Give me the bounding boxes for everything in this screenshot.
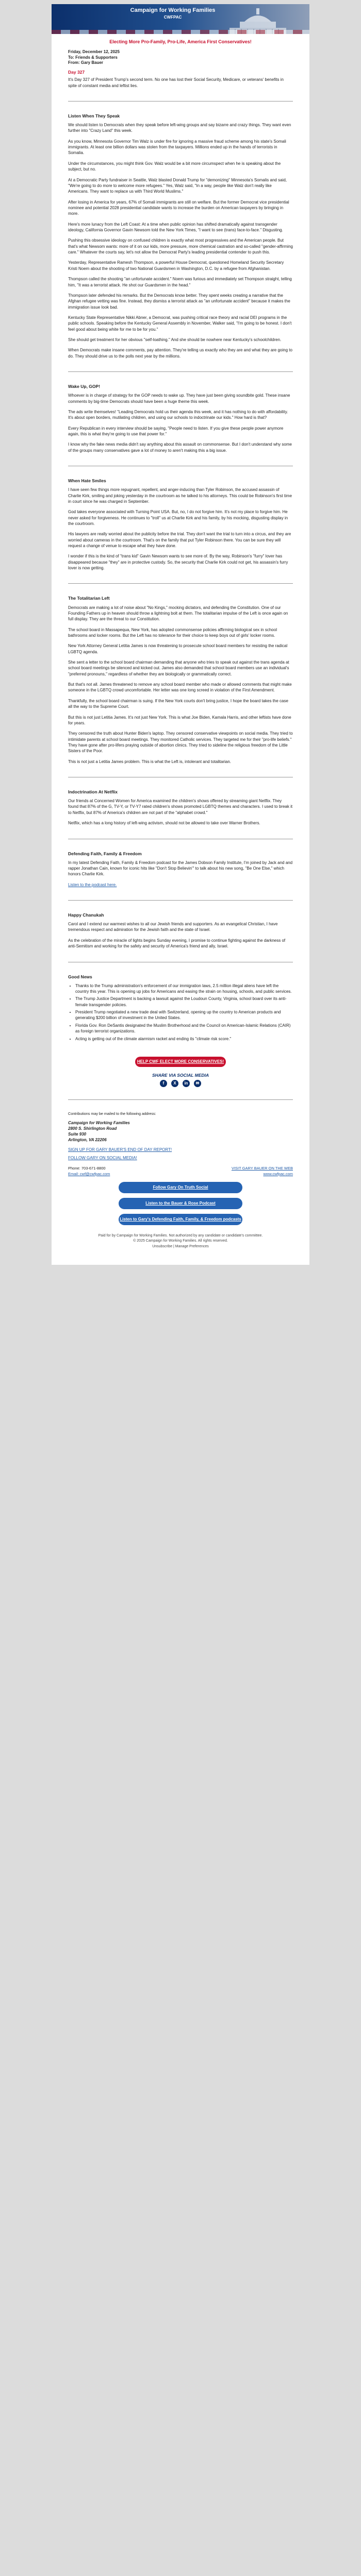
paragraph: Carol and I extend our warmest wishes to all our Jewish friends and supporters. As an evangelical Christian, I have tremendous respect and admiration for the Jewish faith and the state of Israel. <box>68 922 278 933</box>
footer-contact-links <box>68 1166 293 1177</box>
email-meta <box>68 49 293 66</box>
social-icons <box>68 1080 293 1087</box>
footer-link-group <box>68 1155 293 1161</box>
section-title: Indoctrination At Netflix <box>68 789 118 795</box>
truth-social-button[interactable]: Follow Gary On Truth Social <box>119 1182 242 1193</box>
help-cwf-button[interactable]: HELP CWF ELECT MORE CONSERVATIVES! <box>135 1057 226 1067</box>
section-title: Happy Chanukah <box>68 912 104 918</box>
bauer-rose-podcast-button[interactable]: Listen to the Bauer & Rose Podcast <box>119 1198 242 1209</box>
paragraph: When Democrats make insane comments, pay attention. They're telling us exactly who they are and what they are going to do. They should drive us to the polls next year by the millions. <box>68 348 292 359</box>
flag-stripes <box>52 30 309 34</box>
paragraph: The school board in Massapequa, New York, has adopted commonsense policies affirming biological sex in school bathrooms and locker rooms. But the Left has no tolerance for their choice to keep boys out of girls' locker rooms. <box>68 627 277 638</box>
paragraph: This is not just a Letitia James problem. This is what the Left is, intolerant and totalitarian. <box>68 759 232 764</box>
email-icon[interactable]: ✉ <box>194 1080 201 1087</box>
paragraph: Under the circumstances, you might think Gov. Walz would be a bit more circumspect when he is speaking about the subject, but no. <box>68 161 281 172</box>
paragraph: The ads write themselves! "Leading Democrats hold us their agenda this week, and it has nothing to do with affordability. It's about open borders, mutilating children, and using our schools to indoctrinate our kids." How hard is that? <box>68 409 288 420</box>
section-faith-podcast <box>68 851 293 888</box>
fine-print: Paid for by Campaign for Working Families. Not authorized by any candidate or candidate's committee. © 2025 Campaign for Working Families. All rights reserved. Unsubscribe | Manage Preferences <box>68 1233 293 1249</box>
paragraph: Thompson called the shooting "an unfortunate accident." Noem was furious and immediately set Thompson straight, telling him, "It was a terrorist attack. He shot our Guardsmen in the head." <box>68 277 292 287</box>
paragraph: God takes everyone associated with Turning Point USA. But, no, I do not forgive him. It's not my place to forgive him. He never asked for forgiveness. He continues to "troll" us at Charlie Kirk and his family, by his mocking, disgusting display in the courtroom. <box>68 510 288 526</box>
section-chanukah <box>68 912 293 950</box>
banner-title: Campaign for Working Families CWFPAC <box>130 7 216 20</box>
list-item: • President Trump negotiated a new trade deal with Switzerland, opening up the country to American products and generating $200 billion of investment in the United States. <box>75 1009 293 1021</box>
paragraph: Pushing this obsessive ideology on confused children is exactly what most progressives and the American people. But that's what Newsom wants: more of it on our kids, more pressure, more chemical castration and so-called "gender-affirming care." Whatever the courts say, let's not allow the Democrat Party's leading presidential contender to push this. <box>68 238 293 255</box>
paragraph: They censored the truth about Hunter Biden's laptop. They censored conservative viewpoints on social media. They tried to intimidate parents at school board meetings. They monitored Catholic services. They targeted me for their "pro-life beliefs." They have gone after pro-lifers praying outside of abortion clinics. They tried to sideline the religious freedom of the Little Sisters of the Poor. <box>68 731 293 754</box>
section-wake-up <box>68 383 293 453</box>
email-recipient: To: Friends & Supporters <box>68 55 118 60</box>
good-news-list <box>75 983 293 1042</box>
paragraph: As the celebration of the miracle of lights begins Sunday evening, I promise to continue fighting against the darkness of anti-Semitism and working for the safety and security of America's friend and ally, Israel. <box>68 938 286 949</box>
intro-paragraph: It's Day 327 of President Trump's second term. No one has lost their Social Security, Medicare, or veterans' benefits in spite of constant media and leftist lies. <box>68 77 284 88</box>
defending-faith-podcast-button[interactable]: Listen to Gary's Defending Faith, Family, & Freedom podcasts <box>119 1214 242 1225</box>
paragraph: But this is not just Letitia James. It's not just New York. This is what Joe Biden, Kamala Harris, and other leftists have done for years. <box>68 715 291 725</box>
section-title: The Totalitarian Left <box>68 596 110 601</box>
newsletter-content <box>52 49 309 1265</box>
email-link[interactable]: Email: cwf@cwfpac.com <box>68 1171 110 1176</box>
section-title: When Hate Smiles <box>68 478 106 484</box>
podcast-link[interactable]: Listen to the podcast here. <box>68 882 117 887</box>
follow-social-link[interactable]: FOLLOW GARY ON SOCIAL MEDIA! <box>68 1155 137 1160</box>
list-item: • Thanks to the Trump administration's enforcement of our immigration laws, 2.5 million illegal aliens have left the country this year. This is opening up jobs for Americans and easing the strain on housing, schools, and public services. <box>75 983 293 995</box>
section-divider <box>68 583 293 584</box>
section-listen <box>68 113 293 359</box>
spacer <box>68 1047 293 1052</box>
paragraph: She sent a letter to the school board chairman demanding that anyone who tries to speak out against the trans agenda at school board meetings be silenced and kicked out. James also demanded that school board members use an individual's "preferred pronouns," regardless of whether they are biologically or grammatically correct. <box>68 660 289 676</box>
paragraph: Democrats are making a lot of noise about "No Kings," mocking dictators, and defending the Constitution. One of our Founding Fathers up in heaven should throw a lightning bolt at them. The totalitarian impulse of the Left is once again on full display. They are the threat to our Constitution. <box>68 605 288 622</box>
paragraph: We should listen to Democrats when they speak before left-wing groups and say bizarre and crazy things. They want even further into "Crazy Land" this week. <box>68 123 291 133</box>
section-title: Wake Up, GOP! <box>68 384 101 389</box>
paragraph: I wonder if this is the kind of "trans kid" Gavin Newsom wants to see more of. By the way, Robinson's "furry" lover has disappeared because "they" are in protective custody. So, the security that Charlie Kirk could not get, his assassin's furry lover is now getting. <box>68 554 288 571</box>
section-title: Good News <box>68 974 92 979</box>
section-hate-smiles <box>68 478 293 571</box>
footer-link-group <box>68 1147 293 1153</box>
paragraph: I know why the fake news media didn't say anything about this assault on commonsense. But I don't understand why some of the groups many conservatives gave a lot of money to aren't making this a big issue. <box>68 442 292 453</box>
section-totalitarian-left <box>68 595 293 765</box>
paragraph: Thankfully, the school board chairman is suing. If the New York courts don't bring justice, I hope the board takes the case all the way to the Supreme Court. <box>68 698 288 709</box>
x-icon[interactable]: X <box>171 1080 178 1087</box>
section-good-news <box>68 974 293 1042</box>
newsletter-card <box>52 4 309 1265</box>
contribution-text: Contributions may be mailed to the following address: <box>68 1111 156 1116</box>
contact-column: Phone: 703-671-8800 Email: cwf@cwfpac.com <box>68 1166 110 1176</box>
paragraph: Every Republican in every interview should be saying, "People need to listen. If you give these people power anymore again, this is what they're going to use that power for." <box>68 426 284 436</box>
section-netflix <box>68 789 293 826</box>
paragraph: Yesterday, Representative Ramesh Thompson, a powerful House Democrat, questioned Homeland Security Secretary Kristi Noem about the shooting of two National Guardsmen in Washington, D.C. by a refugee from Afghanistan. <box>68 260 284 271</box>
list-item: • Florida Gov. Ron DeSantis designated the Muslim Brotherhood and the Council on American-Islamic Relations (CAIR) as foreign terrorist organizations. <box>75 1023 293 1035</box>
paragraph: After losing in America for years, 67% of Somali immigrants are still on welfare. But the former Democrat vice presidential nominee and potential 2028 presidential candidate wants to increase the burden on American taxpayers by bringing in more. <box>68 199 289 216</box>
paragraph: But that's not all. James threatened to remove any school board member who made or allowed comments that might make someone in the LGBTQ crowd uncomfortable. Her letter was one long screed in violation of the First Amendment. <box>68 682 292 693</box>
website-address-link[interactable]: www.cwfpac.com <box>263 1171 293 1176</box>
paragraph: She should get treatment for her obvious "self-loathing." And she should be nowhere near Kentucky's schoolchildren. <box>68 337 282 343</box>
paragraph: As you know, Minnesota Governor Tim Walz is under fire for ignoring a massive fraud scheme among his state's Somali immigrants. At least one billion dollars was stolen from the taxpayers. Millions ended up in the hands of terrorists in Somalia. <box>68 139 286 156</box>
mailing-address: Campaign for Working Families 2800 S. Shirlington Road Suite 930 Arlington, VA 22206 <box>68 1121 130 1142</box>
paragraph: I have seen few things more repugnant, repellent, and anger-inducing than Tyler Robinson, the accused assassin of Charlie Kirk, smiling and joking yesterday in the courtroom as he talked to his attorneys. This could be Robinson's first time in court since he was charged in September. <box>68 487 292 504</box>
email-date: Friday, December 12, 2025 <box>68 49 120 54</box>
day-count: Day 327 <box>68 70 85 75</box>
section-title: Listen When They Speak <box>68 113 120 118</box>
list-item: • The Trump Justice Department is backing a lawsuit against the Loudoun County, Virginia, school board over its anti-female transgender policies. <box>75 996 293 1008</box>
list-item: • Acting is getting out of the climate alarmism racket and ending its "climate risk score." <box>75 1036 293 1042</box>
unsubscribe-links[interactable]: Unsubscribe | Manage Preferences <box>152 1244 209 1248</box>
campaign-banner <box>52 4 309 34</box>
email-sender: From: Gary Bauer <box>68 60 104 65</box>
section-divider <box>68 900 293 901</box>
section-divider <box>68 1099 293 1100</box>
facebook-icon[interactable]: f <box>160 1080 167 1087</box>
linkedin-icon[interactable]: in <box>183 1080 190 1087</box>
paragraph: Kentucky State Representative Nikki Abner, a Democrat, was pushing critical race theory and racial DEI programs in the public schools. Speaking before the Kentucky General Assembly in November, Walker said, "I'm going to be honest. I don't feel good about being white for me to be for you." <box>68 315 292 332</box>
paragraph: New York Attorney General Letitia James is now threatening to prosecute school board members for resisting the radical LGBTQ agenda. <box>68 643 288 654</box>
paragraph: Whoever is in charge of strategy for the GOP needs to wake up. They have just been giving soundbite gold. These insane comments by big-time Democrats should have been a huge theme this week. <box>68 393 290 404</box>
paragraph: His lawyers are really worried about the publicity before the trial. They don't want the trial to turn into a circus, and they are worried about cameras in the courtroom. That's on the family that put Tyler Robinson there. You can be sure they will request a change of venue to escape what they have done. <box>68 532 291 549</box>
campaign-tagline: Electing More Pro-Family, Pro-Life, America First Conservatives! <box>109 39 252 44</box>
website-column <box>192 1166 293 1177</box>
paragraph: Netflix, which has a long history of left-wing activism, should not be allowed to take over Warner Brothers. <box>68 821 260 826</box>
paragraph: Here's more lunacy from the Left Coast: At a time when public opinion has shifted dramatically against transgender ideology, California Governor Gavin Newsom told the New York Times, "I want to see (trans) face-to-face." Disgusting. <box>68 222 283 233</box>
share-social-title: SHARE VIA SOCIAL MEDIA <box>152 1072 209 1078</box>
paragraph: At a Democratic Party fundraiser in Seattle, Walz blasted Donald Trump for "demonizing" Minnesota's Somalis and said, "We're going to do more to welcome more refugees." Yes, Walz said, "In a way, people like Walz don't really like Americans. They want to replace us with Third World Muslims." <box>68 177 287 194</box>
paragraph: Our friends at Concerned Women for America examined the children's shows offered by streaming giant Netflix. They found that 87% of the G, TV-Y, or TV-Y7 rated children's shows promoted LGBTQ themes and characters. I used to break it to Netflix, but 87% of America's children are not part of the "alphabet crowd." <box>68 799 293 815</box>
website-link[interactable]: VISIT GARY BAUER ON THE WEB <box>231 1166 293 1171</box>
signup-link[interactable]: SIGN UP FOR GARY BAUER'S END OF DAY REPORT! <box>68 1147 172 1153</box>
section-title: Defending Faith, Family & Freedom <box>68 851 142 856</box>
paragraph: Thompson later defended his remarks. But the Democrats know better. They spent weeks creating a narrative that the Afghan refugee vetting was fine. Instead, they dismiss a terrorist attack as "an unfortunate accident" because it makes the immigration issue look bad. <box>68 293 290 310</box>
section-divider <box>68 371 293 372</box>
paragraph: In my latest Defending Faith, Family & Freedom podcast for the James Dobson Family Institute, I'm joined by Jack and and rapper Jonathan Cain, known for iconic hits like "Don't Stop Believin'" to talk about his new song, "Be One Else," which honors Charlie Kirk. <box>68 860 293 877</box>
